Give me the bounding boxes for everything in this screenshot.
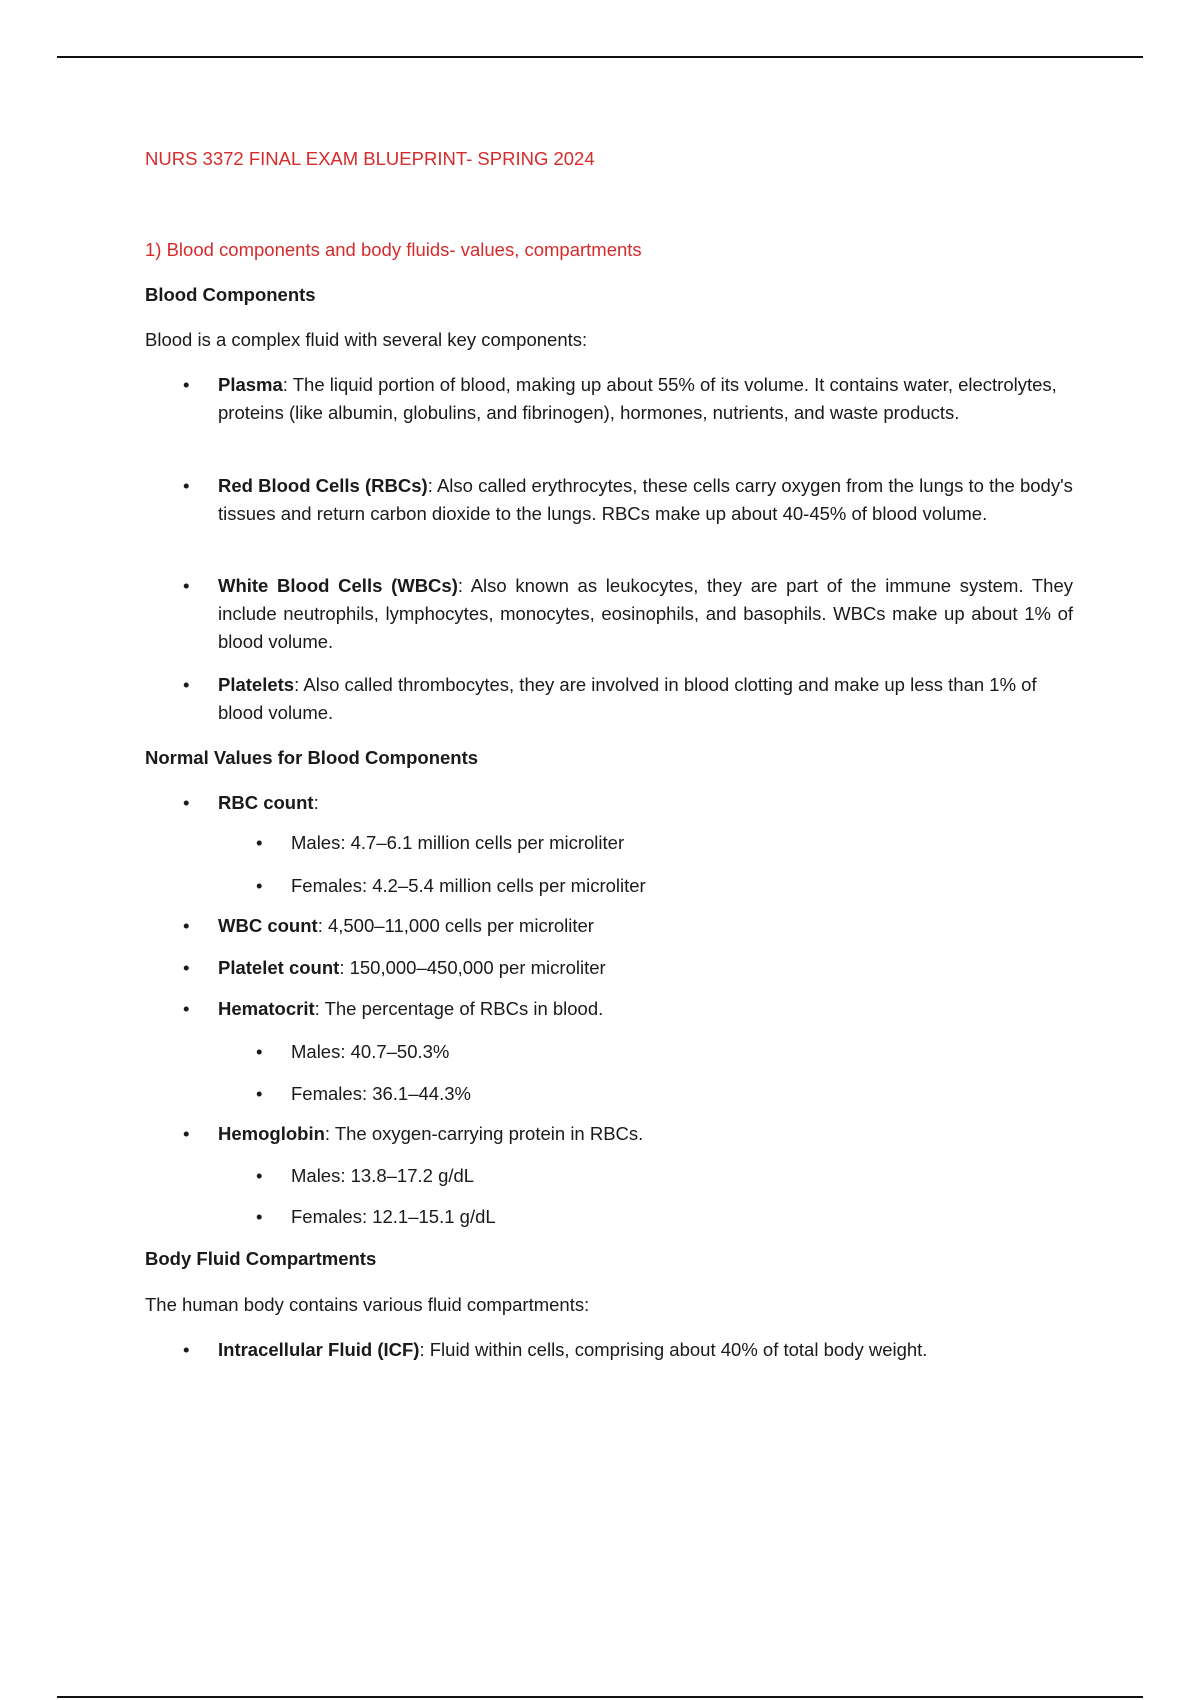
bullet-icon: • [256, 1206, 263, 1227]
description: : 150,000–450,000 per microliter [339, 957, 606, 978]
description: : [313, 792, 319, 813]
body-fluid-intro: The human body contains various fluid compartments: [145, 1294, 590, 1315]
sub-item-hct-females [256, 1080, 1056, 1108]
list-item-plasma [183, 371, 1073, 427]
bullet-icon: • [183, 1339, 190, 1360]
bullet-icon: • [256, 1041, 263, 1062]
sub-item-rbc-females [256, 872, 1056, 900]
list-item-wbcs [183, 572, 1073, 656]
sub-item-text: Males: 4.7–6.1 million cells per microliter [291, 832, 625, 853]
description: : Also called erythrocytes, these cells carry oxygen from the lungs to the body's tissues and return carbon dioxide to the lungs. RBCs make up about 40-45% of blood volume. [218, 475, 1073, 524]
blood-components-intro: Blood is a complex fluid with several key components: [145, 329, 588, 350]
heading-normal-values: Normal Values for Blood Components [145, 747, 479, 768]
sub-item-text: Females: 4.2–5.4 million cells per microliter [291, 875, 646, 896]
term: White Blood Cells (WBCs) [218, 575, 458, 596]
bullet-icon: • [256, 832, 263, 853]
document-title: NURS 3372 FINAL EXAM BLUEPRINT- SPRING 2024 [145, 148, 595, 169]
sub-item-rbc-males [256, 829, 1056, 857]
bullet-icon: • [183, 1123, 190, 1144]
description: : The liquid portion of blood, making up about 55% of its volume. It contains water, electrolytes, proteins (like albumin, globulins, and fibrinogen), hormones, nutrients, and waste products. [218, 374, 1057, 423]
list-item-rbcs [183, 472, 1073, 528]
bullet-icon: • [256, 875, 263, 896]
bullet-icon: • [183, 575, 190, 596]
bullet-icon: • [183, 915, 190, 936]
section-title: 1) Blood components and body fluids- values, compartments [145, 239, 642, 260]
term: Platelets [218, 674, 295, 695]
sub-item-text: Males: 13.8–17.2 g/dL [291, 1165, 475, 1186]
list-item-platelet-count [183, 954, 1073, 982]
list-item-wbc-count [183, 912, 1073, 940]
sub-item-text: Males: 40.7–50.3% [291, 1041, 450, 1062]
term: WBC count [218, 915, 318, 936]
list-item-rbc-count [183, 789, 1073, 817]
list-item-platelets [183, 671, 1073, 727]
heading-blood-components: Blood Components [145, 284, 316, 305]
term: RBC count [218, 792, 314, 813]
sub-item-hct-males [256, 1038, 1056, 1066]
bullet-icon: • [183, 374, 190, 395]
top-rule [57, 56, 1143, 58]
sub-item-hgb-males [256, 1162, 1056, 1190]
sub-item-text: Females: 12.1–15.1 g/dL [291, 1206, 496, 1227]
description: : The percentage of RBCs in blood. [314, 998, 604, 1019]
bullet-icon: • [256, 1165, 263, 1186]
bullet-icon: • [183, 792, 190, 813]
term: Hemoglobin [218, 1123, 325, 1144]
bullet-icon: • [183, 998, 190, 1019]
list-item-hematocrit [183, 995, 1073, 1023]
description: : Fluid within cells, comprising about 40% of total body weight. [419, 1339, 928, 1360]
list-item-hemoglobin [183, 1120, 1073, 1148]
description: : Also called thrombocytes, they are involved in blood clotting and make up less than 1% of blood volume. [218, 674, 1037, 723]
bullet-icon: • [183, 957, 190, 978]
sub-item-text: Females: 36.1–44.3% [291, 1083, 471, 1104]
bottom-rule [57, 1696, 1143, 1698]
bullet-icon: • [256, 1083, 263, 1104]
bullet-icon: • [183, 475, 190, 496]
term: Hematocrit [218, 998, 315, 1019]
description: : The oxygen-carrying protein in RBCs. [324, 1123, 644, 1144]
list-item-icf [183, 1336, 1073, 1364]
sub-item-hgb-females [256, 1203, 1056, 1231]
bullet-icon: • [183, 674, 190, 695]
term: Intracellular Fluid (ICF) [218, 1339, 420, 1360]
term: Plasma [218, 374, 283, 395]
term: Red Blood Cells (RBCs) [218, 475, 428, 496]
heading-body-fluid: Body Fluid Compartments [145, 1248, 377, 1269]
description: : Also known as leukocytes, they are part of the immune system. They include neutrophils, lymphocytes, monocytes, eosinophils, and basophils. WBCs make up about 1% of blood volume. [218, 575, 1073, 652]
term: Platelet count [218, 957, 340, 978]
description: : 4,500–11,000 cells per microliter [317, 915, 594, 936]
